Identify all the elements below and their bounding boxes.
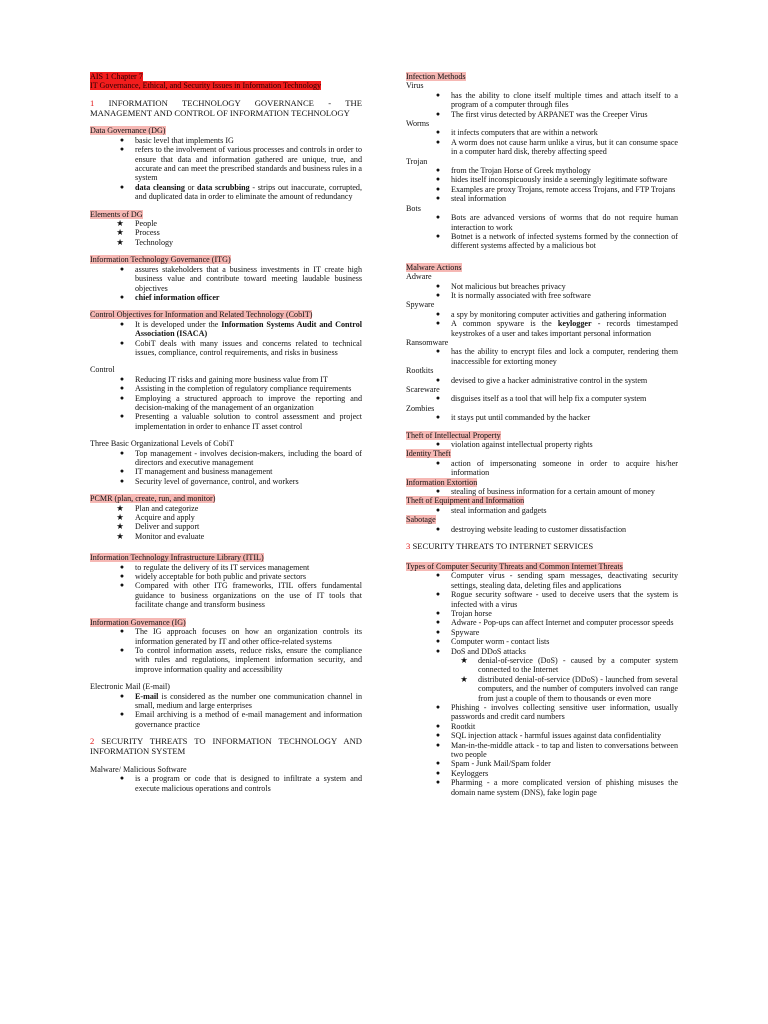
bold-term: E-mail [135, 691, 159, 701]
star-icon: ★ [116, 521, 124, 532]
star-icon: ★ [116, 227, 124, 238]
spyware-label: Spyware [406, 300, 435, 310]
list-item-text: refers to the involvement of various processes and controls in order to ensure that data and information gathered are unique, true, and accurate and can meet the prescribed standards and business rules in a system [135, 145, 362, 183]
types-heading-text: Types of Computer Security Threats and Common Internet Threats [406, 561, 623, 571]
bullet-icon: ● [435, 608, 441, 617]
levels-label: Three Basic Organizational Levels of CobiT [90, 439, 234, 449]
list-item [406, 376, 678, 385]
list-item [406, 637, 678, 646]
list-item [406, 440, 678, 449]
list-item-text: People [135, 219, 158, 229]
list-item-text: violation against intellectual property rights [451, 440, 593, 450]
list-item [90, 394, 362, 413]
section-1-number: 1 [90, 97, 95, 108]
bullet-icon: ● [435, 231, 441, 240]
list-item-text: destroying website leading to customer dissatisfaction [451, 524, 627, 534]
list-item [406, 319, 678, 338]
doc-title-line2: IT Governance, Ethical, and Security Issues in Information Technology [90, 81, 322, 91]
itil-list [90, 563, 362, 610]
list-item [406, 166, 678, 175]
list-item-text: Botnet is a network of infected systems formed by the connection of different systems affected by a malicious bot [451, 231, 678, 251]
email-label: Electronic Mail (E-mail) [90, 682, 171, 692]
pcmr-heading [90, 494, 362, 503]
itg-list [90, 265, 362, 303]
tip-heading-text: Theft of Intellectual Property [406, 430, 501, 440]
email-list [90, 692, 362, 730]
bullet-icon: ● [435, 618, 441, 627]
list-item [406, 731, 678, 740]
itg-heading [90, 255, 362, 264]
list-item-text: Phishing - involves collecting sensitive user information, usually passwords and credit card numbers [451, 702, 678, 722]
virus-label: Virus [406, 81, 424, 91]
sabotage-list [406, 525, 678, 534]
list-item-text: Security level of governance, control, and workers [135, 476, 299, 486]
elements-heading [90, 210, 362, 219]
star-icon: ★ [116, 502, 124, 513]
malware-actions-heading [406, 263, 678, 272]
bullet-icon: ● [435, 458, 441, 467]
bullet-icon: ● [119, 319, 125, 328]
bullet-icon: ● [435, 290, 441, 299]
bullet-icon: ● [435, 487, 441, 496]
list-item [406, 413, 678, 422]
bullet-icon: ● [119, 384, 125, 393]
list-item-text: The IG approach focuses on how an organization controls its information generated by IT and other office-related systems [135, 627, 362, 646]
bullet-icon: ● [435, 778, 441, 787]
zombies-label: Zombies [406, 403, 435, 413]
list-item-text: SQL injection attack - harmful issues against data confidentiality [451, 731, 662, 741]
list-item-text: Technology [135, 237, 174, 247]
list-item [90, 228, 362, 237]
dg-heading-text: Data Governance (DG) [90, 126, 166, 136]
bold-term: chief information officer [135, 292, 220, 302]
bots-list [406, 213, 678, 251]
cobit-heading [90, 310, 362, 319]
cobit-list [90, 320, 362, 358]
list-item [90, 692, 362, 711]
bullet-icon: ● [435, 90, 441, 99]
list-item [406, 703, 678, 722]
list-item [406, 487, 678, 496]
list-item-text: Spam - Junk Mail/Spam folder [451, 759, 551, 769]
bold-term: keylogger [557, 319, 592, 329]
section-3-text: SECURITY THREATS TO INTERNET SERVICES [412, 541, 594, 552]
bots-label: Bots [406, 203, 421, 213]
list-item-text: It is developed under the [135, 319, 222, 329]
list-item [406, 175, 678, 184]
bullet-icon: ● [435, 309, 441, 318]
list-item [406, 722, 678, 731]
list-item-text: Assisting in the completion of regulatory compliance requirements [135, 384, 352, 394]
star-icon: ★ [460, 673, 468, 684]
section-3-number: 3 [406, 541, 411, 552]
bullet-icon: ● [435, 137, 441, 146]
list-item-text: CobiT deals with many issues and concerns related to technical issues, compliance, control requirements, and risks in business [135, 338, 362, 357]
list-item [406, 459, 678, 478]
rootkits-label: Rootkits [406, 366, 434, 376]
list-item-text: Top management - involves decision-makers, including the board of directors and executive management [135, 448, 362, 467]
list-item-text: it stays put until commanded by the hacker [451, 413, 591, 423]
adware-list [406, 282, 678, 301]
list-item [90, 532, 362, 541]
types-list [406, 571, 678, 656]
list-item [406, 656, 678, 675]
list-item [90, 646, 362, 674]
cobit-heading-text: Control Objectives for Information and Related Technology (CobIT) [90, 310, 313, 320]
bullet-icon: ● [435, 375, 441, 384]
list-item [90, 563, 362, 572]
bullet-icon: ● [435, 721, 441, 730]
list-item-text: is considered as the number one communication channel in small, medium and large enterprises [135, 691, 362, 710]
list-item-text: Computer worm - contact lists [451, 637, 550, 647]
bullet-icon: ● [119, 338, 125, 347]
bullet-icon: ● [435, 184, 441, 193]
list-item [90, 774, 362, 793]
bullet-icon: ● [435, 347, 441, 356]
list-item-text: A worm does not cause harm unlike a virus, but it can consume space in a computer hard disk, thereby affecting speed [451, 137, 678, 157]
types-list-continued [406, 703, 678, 797]
list-item-text: Rootkit [451, 721, 476, 731]
list-item [406, 110, 678, 119]
bullet-icon: ● [435, 213, 441, 222]
list-item-text: To control information assets, reduce risks, ensure the compliance with rules and regulations, implement information security, and improve information quality and accessibility [135, 645, 362, 674]
infection-heading [406, 72, 678, 81]
list-item-text: stealing of business information for a certain amount of money [451, 487, 655, 497]
bullet-icon: ● [435, 319, 441, 328]
trojan-list [406, 166, 678, 204]
types-heading [406, 562, 678, 571]
list-item-text: Process [135, 228, 160, 238]
bullet-icon: ● [435, 571, 441, 580]
list-item-text: Examples are proxy Trojans, remote access Trojans, and FTP Trojans [451, 184, 676, 194]
list-item-text: Employing a structured approach to improve the reporting and decision-making of the management of an organization [135, 393, 362, 412]
bullet-icon: ● [435, 702, 441, 711]
list-item-text: a spy by monitoring computer activities and gathering information [451, 309, 667, 319]
list-item [90, 265, 362, 293]
bullet-icon: ● [119, 182, 125, 191]
itil-heading [90, 553, 362, 562]
list-item [90, 581, 362, 609]
bullet-icon: ● [435, 627, 441, 636]
list-item [406, 394, 678, 403]
list-item-text: hides itself inconspicuously inside a seemingly legitimate software [451, 175, 668, 185]
bullet-icon: ● [435, 281, 441, 290]
ig-heading-text: Information Governance (IG) [90, 617, 186, 627]
bullet-icon: ● [119, 292, 125, 301]
doc-title-line1: AIS 1 Chapter 7 [90, 72, 143, 81]
list-item [90, 384, 362, 393]
control-label: Control [90, 365, 115, 375]
bullet-icon: ● [435, 731, 441, 740]
list-item [90, 504, 362, 513]
list-item [406, 647, 678, 656]
infection-heading-text: Infection Methods [406, 72, 466, 81]
bullet-icon: ● [119, 467, 125, 476]
control-list [90, 375, 362, 431]
bullet-icon: ● [435, 759, 441, 768]
ransomware-label: Ransomware [406, 337, 449, 347]
list-item-text: has the ability to clone itself multiple times and attach itself to a program of a computer through files [451, 90, 678, 110]
list-item [406, 759, 678, 768]
bullet-icon: ● [119, 645, 125, 654]
list-item-text: Computer virus - sending spam messages, deactivating security settings, stealing data, deleting files and applications [451, 571, 678, 590]
virus-list [406, 91, 678, 119]
levels-list [90, 449, 362, 487]
list-item-text: Presenting a valuable solution to control assessment and project implementation in order to enhance IT asset control [135, 412, 362, 431]
bullet-icon: ● [435, 166, 441, 175]
list-item-text: or [184, 182, 198, 192]
bullet-icon: ● [119, 581, 125, 590]
list-item [406, 310, 678, 319]
bullet-icon: ● [119, 412, 125, 421]
star-icon: ★ [116, 218, 124, 229]
equipment-list [406, 506, 678, 515]
list-item-text: Email archiving is a method of e-mail management and information governance practice [135, 710, 362, 729]
list-item-text: has the ability to encrypt files and lock a computer, rendering them inaccessible for extorting money [451, 347, 678, 366]
list-item [406, 628, 678, 637]
worms-list [406, 128, 678, 156]
list-item [406, 571, 678, 590]
list-item-text: Trojan horse [451, 608, 492, 618]
adware-label: Adware [406, 272, 432, 282]
itg-heading-text: Information Technology Governance (ITG) [90, 255, 231, 265]
malware-list [90, 774, 362, 793]
bullet-icon: ● [435, 646, 441, 655]
bullet-icon: ● [119, 691, 125, 700]
list-item-text: Bots are advanced versions of worms that do not require human interaction to work [451, 213, 678, 232]
star-icon: ★ [460, 654, 468, 665]
section-2-title [90, 737, 362, 757]
list-item-text: Plan and categorize [135, 503, 199, 513]
list-item [406, 618, 678, 627]
bullet-icon: ● [119, 562, 125, 571]
equipment-heading-text: Theft of Equipment and Information [406, 496, 525, 506]
list-item-text: A common spyware is the [451, 319, 558, 329]
bullet-icon: ● [119, 774, 125, 783]
bullet-icon: ● [435, 128, 441, 137]
bullet-icon: ● [119, 264, 125, 273]
section-1-text: INFORMATION TECHNOLOGY GOVERNANCE - THE MANAGEMENT AND CONTROL OF INFORMATION TECHNOLOGY [90, 97, 362, 118]
pcmr-heading-text: PCMR (plan, create, run, and monitor) [90, 494, 216, 504]
list-item-text: Rogue security software - used to deceive users that the system is infected with a virus [451, 590, 678, 609]
bullet-icon: ● [435, 175, 441, 184]
list-item [406, 778, 678, 797]
trojan-label: Trojan [406, 156, 428, 166]
list-item-text: IT management and business management [135, 467, 273, 477]
list-item-text: denial-of-service (DoS) - caused by a computer system connected to the Internet [478, 655, 678, 675]
bullet-icon: ● [435, 109, 441, 118]
bullet-icon: ● [435, 590, 441, 599]
list-item-text: steal information [451, 194, 507, 204]
list-item-text: Reducing IT risks and gaining more business value from IT [135, 374, 328, 384]
rootkits-list [406, 376, 678, 385]
list-item-text: Pharming - a more complicated version of phishing misuses the domain name system (DNS), fake login page [451, 778, 678, 797]
list-item [90, 238, 362, 247]
list-item [90, 145, 362, 183]
list-item [406, 91, 678, 110]
list-item [406, 347, 678, 366]
list-item [406, 525, 678, 534]
bullet-icon: ● [435, 768, 441, 777]
bullet-icon: ● [119, 448, 125, 457]
list-item-text: It is normally associated with free software [451, 290, 591, 300]
list-item [406, 506, 678, 515]
list-item-text: steal information and gadgets [451, 505, 547, 515]
list-item [406, 291, 678, 300]
extortion-list [406, 487, 678, 496]
bullet-icon: ● [119, 393, 125, 402]
list-item-text: Man-in-the-middle attack - to tap and listen to conversations between two people [451, 740, 678, 760]
bullet-icon: ● [119, 572, 125, 581]
list-item-text: Keyloggers [451, 768, 489, 778]
dg-list [90, 136, 362, 202]
zombies-list [406, 413, 678, 422]
list-item [406, 213, 678, 232]
ig-list [90, 627, 362, 674]
list-item-text: Compared with other ITG frameworks, ITIL offers fundamental guidance to business organizations on the use of IT tools that facilitate change and transform business [135, 581, 362, 610]
list-item [406, 741, 678, 760]
bullet-icon: ● [119, 627, 125, 636]
bullet-icon: ● [435, 394, 441, 403]
section-2-number: 2 [90, 736, 95, 747]
list-item [90, 572, 362, 581]
list-item-text: The first virus detected by ARPANET was the Creeper Virus [451, 109, 648, 119]
itil-heading-text: Information Technology Infrastructure Library (ITIL) [90, 553, 264, 563]
dos-sublist [406, 656, 678, 703]
ransomware-list [406, 347, 678, 366]
bullet-icon: ● [435, 440, 441, 449]
equipment-heading [406, 496, 678, 505]
list-item [90, 513, 362, 522]
list-item [406, 282, 678, 291]
bullet-icon: ● [435, 637, 441, 646]
list-item-text: basic level that implements IG [135, 135, 234, 145]
malware-actions-heading-text: Malware Actions [406, 262, 462, 272]
tip-heading [406, 431, 678, 440]
list-item-text: - strips out inaccurate, corrupted, and duplicated data in order to eliminate the amount of redundancy [135, 182, 362, 202]
list-item-text: Deliver and support [135, 522, 200, 532]
malware-label: Malware/ Malicious Software [90, 764, 187, 774]
list-item-text: it infects computers that are within a network [451, 128, 598, 138]
list-item [90, 449, 362, 468]
list-item [90, 136, 362, 145]
scareware-list [406, 394, 678, 403]
list-item [406, 138, 678, 157]
worms-label: Worms [406, 119, 430, 129]
elements-list [90, 219, 362, 247]
identity-heading-text: Identity Theft [406, 449, 451, 459]
star-icon: ★ [116, 236, 124, 247]
list-item-text: is a program or code that is designed to infiltrate a system and execute malicious operations and controls [135, 774, 362, 793]
bullet-icon: ● [119, 476, 125, 485]
list-item-text: assures stakeholders that a business investments in IT create high business value and contribute toward meeting laudable business objectives [135, 264, 362, 293]
list-item [90, 467, 362, 476]
list-item-text: from the Trojan Horse of Greek mythology [451, 166, 591, 176]
list-item-text: action of impersonating someone in order to acquire his/her information [451, 458, 678, 478]
sabotage-heading [406, 515, 678, 524]
bullet-icon: ● [435, 413, 441, 422]
bullet-icon: ● [435, 524, 441, 533]
list-item-text: Acquire and apply [135, 513, 195, 523]
list-item [406, 185, 678, 194]
list-item [406, 769, 678, 778]
list-item-text: to regulate the delivery of its IT services management [135, 562, 310, 572]
bold-term: data cleansing [135, 182, 185, 192]
list-item [406, 194, 678, 203]
list-item [90, 339, 362, 358]
list-item [90, 412, 362, 431]
section-3-title [406, 542, 678, 552]
list-item [406, 675, 678, 703]
star-icon: ★ [116, 512, 124, 523]
sabotage-heading-text: Sabotage [406, 515, 436, 525]
identity-list [406, 459, 678, 478]
extortion-heading-text: Information Extortion [406, 477, 478, 487]
list-item-text: widely acceptable for both public and private sectors [135, 572, 307, 582]
list-item [90, 183, 362, 202]
list-item-text: devised to give a hacker administrative control in the system [451, 375, 648, 385]
bullet-icon: ● [119, 135, 125, 144]
bold-term: Information Systems Audit and Control Association (ISACA) [135, 319, 362, 339]
right-column [406, 72, 678, 797]
bullet-icon: ● [435, 194, 441, 203]
list-item-text: Adware - Pop-ups can affect Internet and computer processor speeds [451, 618, 674, 628]
bullet-icon: ● [119, 145, 125, 154]
list-item [90, 219, 362, 228]
list-item [90, 627, 362, 646]
left-column [90, 72, 362, 793]
identity-heading [406, 449, 678, 458]
list-item-text: Monitor and evaluate [135, 531, 205, 541]
elements-heading-text: Elements of DG [90, 209, 143, 219]
list-item [406, 232, 678, 251]
bullet-icon: ● [435, 740, 441, 749]
tip-list [406, 440, 678, 449]
list-item-text: DoS and DDoS attacks [451, 646, 526, 656]
spyware-list [406, 310, 678, 338]
list-item-text: Not malicious but breaches privacy [451, 281, 566, 291]
list-item [90, 293, 362, 302]
dg-heading [90, 126, 362, 135]
star-icon: ★ [116, 530, 124, 541]
bullet-icon: ● [119, 710, 125, 719]
bold-term: data scrubbing [197, 182, 250, 192]
list-item [406, 609, 678, 618]
list-item [90, 710, 362, 729]
list-item-text: distributed denial-of-service (DDoS) - launched from several computers, and the number of computers involved can range from just a couple of them to thousands or even more [478, 674, 678, 703]
list-item [90, 522, 362, 531]
bullet-icon: ● [435, 505, 441, 514]
list-item [90, 477, 362, 486]
list-item [90, 320, 362, 339]
list-item [406, 590, 678, 609]
pcmr-list [90, 504, 362, 542]
list-item-text: disguises itself as a tool that will help fix a computer system [451, 394, 647, 404]
section-1-title [90, 99, 362, 119]
list-item [406, 128, 678, 137]
list-item-text: - records timestamped keystrokes of a user and takes important personal information [451, 319, 678, 338]
list-item-text: Spyware [451, 627, 480, 637]
extortion-heading [406, 478, 678, 487]
ig-heading [90, 618, 362, 627]
scareware-label: Scareware [406, 385, 440, 394]
doc-title [90, 72, 362, 91]
bullet-icon: ● [119, 374, 125, 383]
list-item [90, 375, 362, 384]
section-2-text: SECURITY THREATS TO INFORMATION TECHNOLOGY AND INFORMATION SYSTEM [90, 736, 362, 756]
